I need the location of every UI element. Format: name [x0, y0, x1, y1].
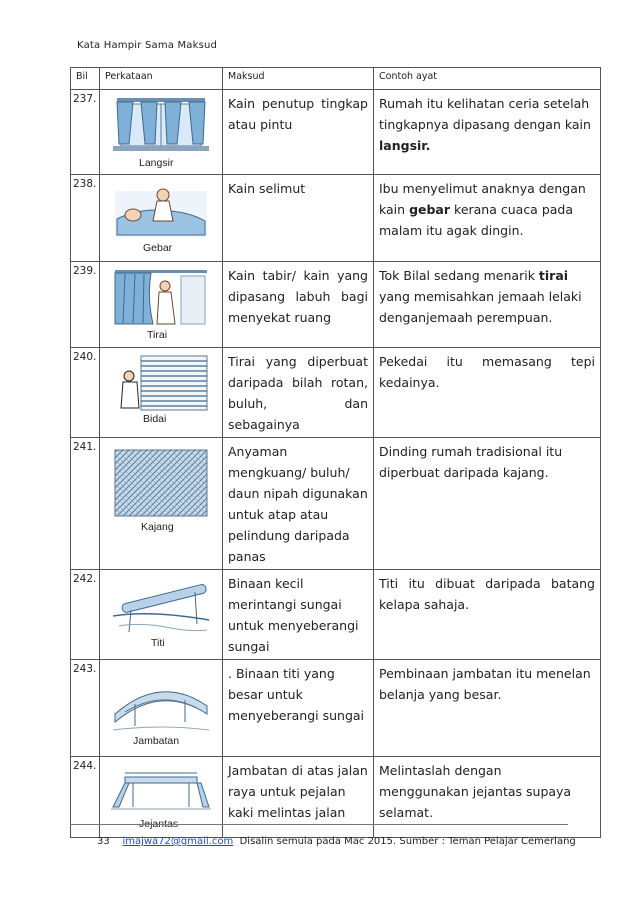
- example-cell: [374, 348, 601, 438]
- tirai-illustration: [111, 268, 211, 344]
- example-cell: [374, 570, 601, 660]
- table-row: [71, 90, 601, 175]
- picture-caption: Jejantas: [139, 818, 179, 830]
- document-title: Kata Hampir Sama Maksud: [77, 40, 218, 51]
- example-text: Melintaslah dengan menggunakan jejantas supaya selamat.: [379, 763, 572, 820]
- header-contoh-ayat: Contoh ayat: [374, 68, 601, 90]
- table-row: [71, 438, 601, 570]
- picture-caption: Titi: [151, 637, 165, 649]
- table-row: [71, 348, 601, 438]
- page-number: 33: [97, 836, 110, 847]
- titi-illustration: [111, 576, 211, 652]
- example-cell: [374, 757, 601, 838]
- table-row: [71, 262, 601, 348]
- langsir-illustration: [111, 96, 211, 172]
- meaning-cell: Kain penutup tingkap atau pintu: [223, 90, 374, 175]
- row-number: 242.: [71, 570, 100, 660]
- example-keyword: langsir.: [379, 138, 431, 153]
- row-number: 241.: [71, 438, 100, 570]
- example-keyword: gebar: [409, 202, 451, 217]
- page-footer: [97, 836, 576, 847]
- meaning-cell: Kain selimut: [223, 175, 374, 262]
- example-cell: [374, 262, 601, 348]
- row-number: 240.: [71, 348, 100, 438]
- header-perkataan: Perkataan: [100, 68, 223, 90]
- word-cell: [100, 660, 223, 757]
- header-maksud: Maksud: [223, 68, 374, 90]
- picture-caption: Jambatan: [133, 735, 180, 747]
- meaning-cell: Kain tabir/ kain yang dipasang labuh bagi menyekat ruang: [223, 262, 374, 348]
- row-number: 243.: [71, 660, 100, 757]
- example-text: Pekedai itu memasang tepi kedainya.: [379, 354, 595, 390]
- example-text: Rumah itu kelihatan ceria setelah tingkapnya dipasang dengan kain: [379, 96, 591, 132]
- picture-caption: Gebar: [143, 242, 173, 254]
- example-text: Pembinaan jambatan itu menelan belanja yang besar.: [379, 666, 591, 702]
- example-cell: [374, 660, 601, 757]
- example-text-end: yang memisahkan jemaah lelaki denganjemaah perempuan.: [379, 289, 582, 325]
- vocabulary-table: [70, 67, 601, 838]
- word-cell: [100, 757, 223, 838]
- table-row: [71, 175, 601, 262]
- word-cell: [100, 348, 223, 438]
- author-email-link[interactable]: imajwa72@gmail.com: [122, 836, 234, 847]
- table-row: [71, 757, 601, 838]
- bidai-illustration: [111, 354, 211, 428]
- picture-caption: Kajang: [141, 521, 174, 533]
- jambatan-illustration: [111, 666, 211, 750]
- word-cell: [100, 262, 223, 348]
- source-note: Disalin semula pada Mac 2015. Sumber : Teman Pelajar Cemerlang: [239, 836, 576, 847]
- meaning-cell: . Binaan titi yang besar untuk menyeberangi sungai: [223, 660, 374, 757]
- row-number: 238.: [71, 175, 100, 262]
- word-cell: [100, 570, 223, 660]
- table-header-row: [71, 68, 601, 90]
- word-cell: [100, 90, 223, 175]
- example-text: Tok Bilal sedang menarik: [379, 268, 539, 283]
- example-text: Titi itu dibuat daripada batang kelapa sahaja.: [379, 576, 595, 612]
- word-cell: [100, 175, 223, 262]
- picture-caption: Langsir: [139, 157, 174, 169]
- meaning-cell: Tirai yang diperbuat daripada bilah rotan, buluh, dan sebagainya: [223, 348, 374, 438]
- kajang-illustration: [111, 444, 211, 534]
- example-text: Ibu menyelimut anaknya dengan kain: [379, 181, 586, 217]
- meaning-cell: Anyaman mengkuang/ buluh/ daun nipah digunakan untuk atap atau pelindung daripada panas: [223, 438, 374, 570]
- table-row: [71, 570, 601, 660]
- table-row: [71, 660, 601, 757]
- example-cell: [374, 90, 601, 175]
- example-text: Dinding rumah tradisional itu diperbuat daripada kajang.: [379, 444, 563, 480]
- example-keyword: tirai: [538, 268, 569, 283]
- row-number: 237.: [71, 90, 100, 175]
- row-number: 244.: [71, 757, 100, 838]
- row-number: 239.: [71, 262, 100, 348]
- picture-caption: Bidai: [143, 413, 167, 425]
- header-bil: Bil: [71, 68, 100, 90]
- gebar-illustration: [111, 181, 211, 257]
- example-text-end: kerana cuaca pada malam itu agak dingin.: [379, 202, 574, 238]
- meaning-cell: Binaan kecil merintangi sungai untuk menyeberangi sungai: [223, 570, 374, 660]
- word-cell: [100, 438, 223, 570]
- picture-caption: Tirai: [147, 329, 168, 341]
- example-cell: [374, 438, 601, 570]
- example-cell: [374, 175, 601, 262]
- footer-divider: [70, 824, 568, 825]
- meaning-cell: Jambatan di atas jalan raya untuk pejalan kaki melintas jalan: [223, 757, 374, 838]
